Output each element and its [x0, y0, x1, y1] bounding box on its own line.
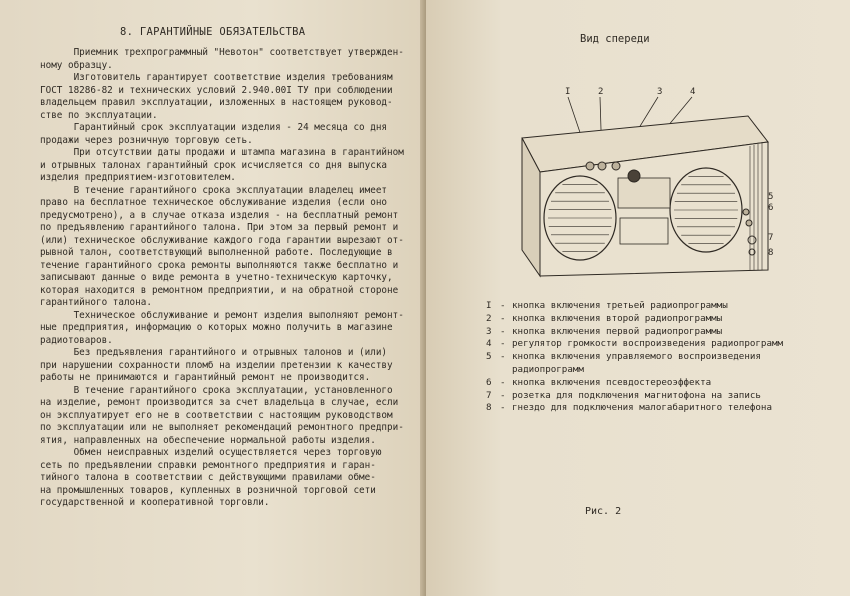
text-line: государственной и кооперативной торговли.: [40, 497, 270, 508]
front-view-title: Вид спереди: [580, 33, 650, 45]
legend-description: кнопка включения первой радиопрограммы: [512, 325, 723, 337]
legend-description: регулятор громкости воспроизведения радиопрограмм: [512, 338, 784, 350]
legend-item: [486, 300, 816, 313]
text-line: Обмен неисправных изделий осуществляется через торговую: [40, 447, 382, 458]
text-line: на изделие, ремонт производится за счет владельца в случае, если: [40, 397, 399, 408]
legend-description: гнездо для подключения малогабаритного телефона: [512, 402, 772, 414]
callout-1: I: [565, 87, 571, 97]
legend-dash: -: [500, 312, 506, 324]
text-line: Изготовитель гарантирует соответствие изделия требованиям: [40, 72, 393, 83]
legend-dash: -: [500, 338, 506, 350]
text-line: работы не принимаются и гарантийный ремонт не производится.: [40, 372, 371, 383]
text-line: при нарушении сохранности пломб на изделии претензии к качеству: [40, 359, 393, 371]
legend-dash: -: [500, 351, 506, 363]
callout-2: 2: [598, 87, 604, 97]
callout-7: 7: [768, 233, 774, 243]
text-line: ному образцу.: [40, 59, 113, 71]
text-line: продажи через розничную торговую сеть.: [40, 134, 253, 146]
text-line: рывной талон, соответствующий выполненной работе. Последующие в: [40, 247, 393, 258]
text-line: которая находится в ремонтном предприятии, и на обратной стороне: [40, 284, 399, 296]
legend-item: [486, 377, 816, 390]
legend-dash: -: [500, 389, 506, 401]
text-line: Гарантийный срок эксплуатации изделия - 24 месяца со дня: [40, 122, 388, 133]
legend-dash: -: [500, 300, 506, 311]
legend-description: кнопка включения второй радиопрограммы: [512, 312, 723, 324]
text-line: сеть по предъявлении справки ремонтного предприятия и гаран-: [40, 459, 376, 471]
text-line: (или) техническое обслуживание каждого года гарантии вырезают от-: [40, 234, 404, 246]
text-line: ятия, направленных на обеспечение нормальной работы изделия.: [40, 434, 376, 446]
text-line: он эксплуатирует его не в соответствии с настоящим руководством: [40, 409, 393, 421]
text-line: изделия предприятием-изготовителем.: [40, 172, 236, 183]
legend-number: I: [486, 300, 492, 311]
legend-number: 7: [486, 389, 492, 401]
legend-item: [486, 313, 816, 326]
text-line: ные предприятия, информацию о которых можно получить в магазине: [40, 322, 393, 333]
text-line: В течение гарантийного срока эксплуатации владелец имеет: [40, 184, 388, 196]
text-line: В течение гарантийного срока эксплуатации, установленного: [40, 384, 393, 396]
text-line: течение гарантийного срока ремонты выполняются также бесплатно и: [40, 259, 399, 271]
legend-number: 6: [486, 376, 492, 388]
legend-item: [486, 402, 816, 415]
controls-legend: [486, 300, 816, 415]
text-line: стве по эксплуатации.: [40, 109, 158, 121]
callout-5: 5: [768, 192, 774, 202]
text-line: владельцем правил эксплуатации, изложенных в настоящем руковод-: [40, 97, 393, 108]
section-heading: 8. ГАРАНТИЙНЫЕ ОБЯЗАТЕЛЬСТВА: [120, 26, 306, 38]
text-line: гарантийного талона.: [40, 297, 152, 308]
legend-dash: -: [500, 376, 506, 388]
radio-front-diagram: [500, 80, 790, 280]
legend-number: 5: [486, 351, 492, 363]
legend-number: 3: [486, 325, 492, 337]
text-line: и отрывных талонах гарантийный срок исчисляется со дня выпуска: [40, 159, 388, 171]
text-line: При отсутствии даты продажи и штампа магазина в гарантийном: [40, 147, 404, 158]
text-line: право на бесплатное техническое обслуживание изделия (если оно: [40, 197, 388, 208]
callout-6: 6: [768, 203, 774, 213]
text-line: ГОСТ 18286-82 и технических условий 2.940.00I ТУ при соблюдении: [40, 84, 393, 96]
legend-number: 8: [486, 402, 492, 414]
legend-item: [486, 326, 816, 339]
text-line: по предъявлению гарантийного талона. При этом за первый ремонт и: [40, 222, 399, 233]
text-line: предусмотрено), а в случае отказа изделия - на бесплатный ремонт: [40, 209, 399, 221]
legend-description: кнопка включения управляемого воспроизведения радиопрограмм: [512, 351, 761, 375]
text-line: по эксплуатации или не выполняет рекомендаций ремонтного предпри-: [40, 422, 404, 433]
legend-description: розетка для подключения магнитофона на запись: [512, 389, 761, 401]
figure-caption: Рис. 2: [585, 506, 622, 517]
legend-description: кнопка включения третьей радиопрограммы: [512, 300, 728, 311]
warranty-text: [40, 47, 404, 510]
text-line: радиотоваров.: [40, 334, 113, 346]
text-line: Техническое обслуживание и ремонт изделия выполняют ремонт-: [40, 309, 404, 321]
text-line: тийного талона в соответствии с действующими правилами обме-: [40, 472, 376, 483]
legend-number: 2: [486, 312, 492, 324]
legend-dash: -: [500, 402, 506, 414]
left-page: [0, 0, 424, 596]
text-line: на промышленных товаров, купленных в розничной торговой сети: [40, 484, 376, 496]
legend-item: [486, 351, 816, 377]
legend-number: 4: [486, 338, 492, 350]
text-line: Без предъявления гарантийного и отрывных талонов и (или): [40, 347, 388, 358]
legend-description: кнопка включения псевдостереоэффекта: [512, 376, 712, 388]
legend-dash: -: [500, 325, 506, 337]
callout-3: 3: [657, 87, 663, 97]
callout-4: 4: [690, 87, 696, 97]
legend-item: [486, 390, 816, 403]
callout-8: 8: [768, 248, 774, 258]
text-line: Приемник трехпрограммный "Невотон" соответствует утвержден-: [40, 47, 404, 58]
legend-item: [486, 338, 816, 351]
text-line: записывают данные о виде ремонта в учетно-техническую карточку,: [40, 272, 393, 283]
